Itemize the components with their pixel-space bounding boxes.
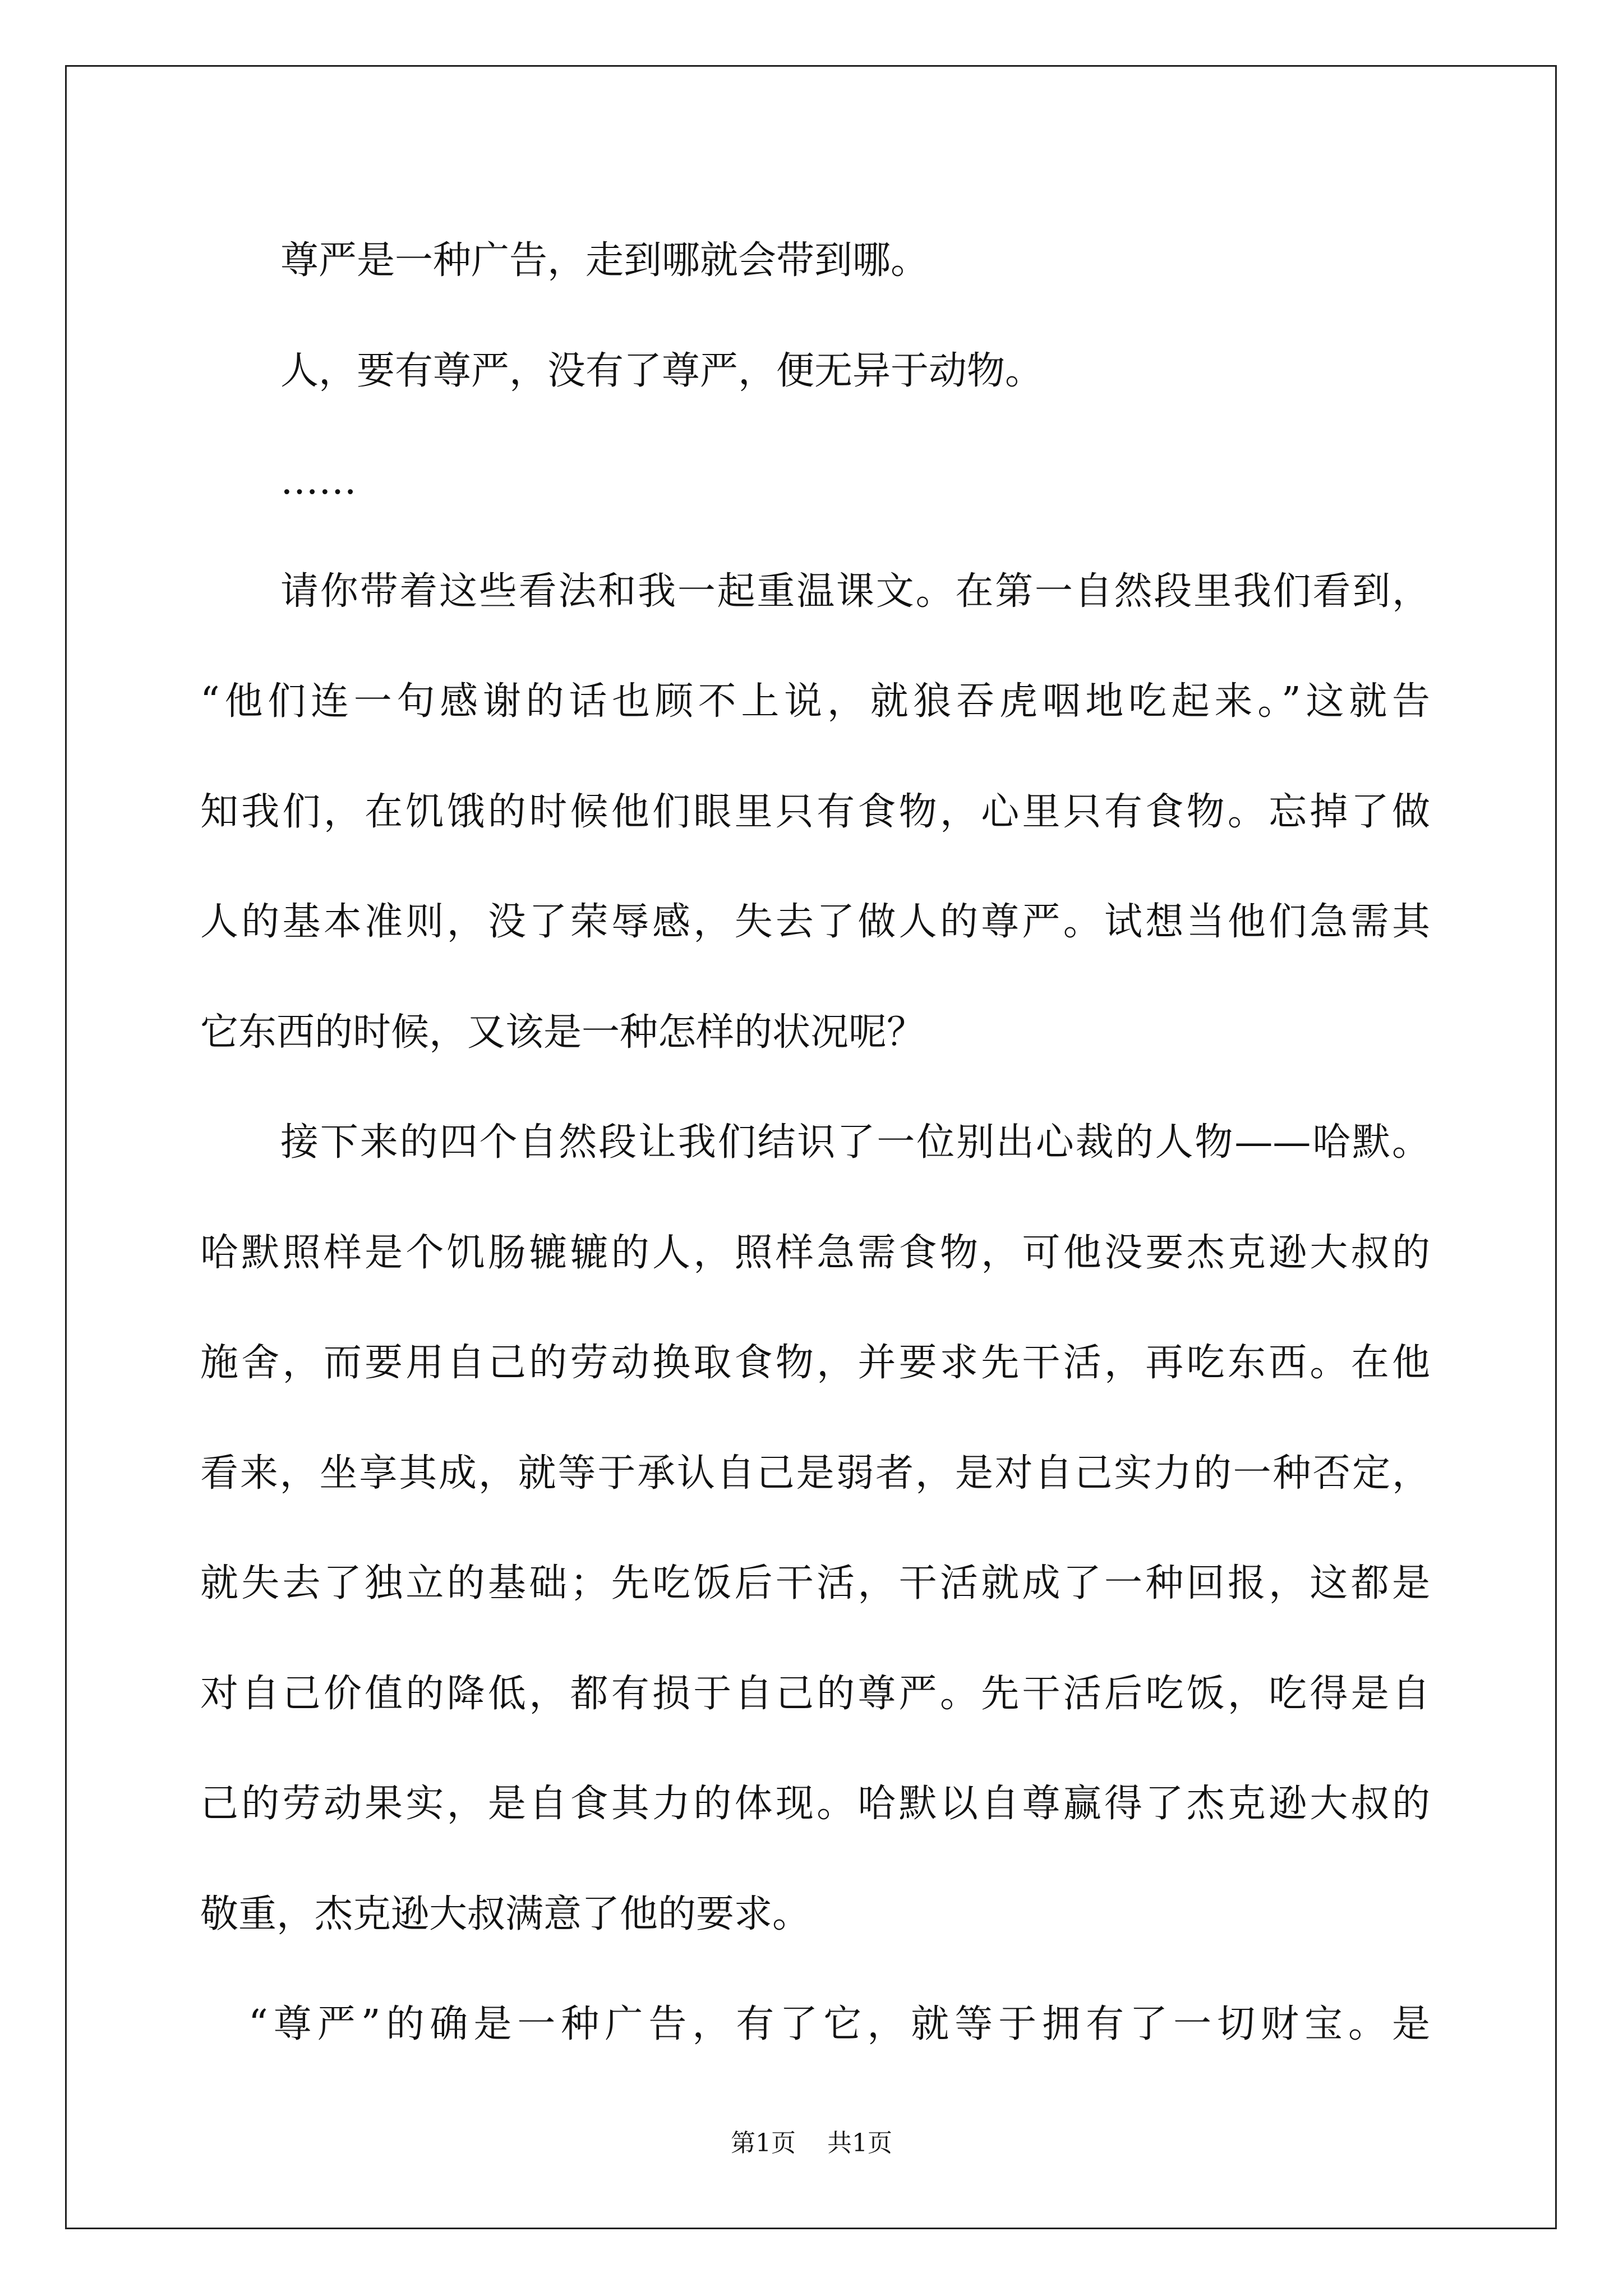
paragraph-line: 哈默照样是个饥肠辘辘的人，照样急需食物，可他没要杰克逊大叔的 [200, 1230, 1430, 1275]
paragraph-line: 请你带着这些看法和我一起重温课文。在第一自然段里我们看到， [280, 569, 1430, 614]
paragraph-line: 敬重，杰克逊大叔满意了他的要求。 [200, 1892, 811, 1936]
paragraph-line: 施舍，而要用自己的劳动换取食物，并要求先干活，再吃东西。在他 [200, 1341, 1430, 1385]
page-number: 第1页 [731, 2129, 796, 2157]
paragraph-line: 知我们，在饥饿的时候他们眼里只有食物，心里只有食物。忘掉了做 [200, 789, 1430, 834]
paragraph-line: 人，要有尊严，没有了尊严，便无异于动物。 [280, 348, 1044, 393]
paragraph-line: 看来，坐享其成，就等于承认自己是弱者，是对自己实力的一种否定， [200, 1451, 1430, 1496]
paragraph-line: 尊严是一种广告，走到哪就会带到哪。 [280, 238, 929, 283]
paragraph-line: “尊严”的确是一种广告，有了它，就等于拥有了一切财宝。是 [248, 2002, 1430, 2046]
document-body [200, 206, 1430, 2080]
paragraph-line: …… [280, 459, 357, 503]
paragraph-line: 对自己价值的降低，都有损于自己的尊严。先干活后吃饭，吃得是自 [200, 1671, 1430, 1716]
paragraph-line: 人的基本准则，没了荣辱感，失去了做人的尊严。试想当他们急需其 [200, 900, 1430, 944]
page-footer [0, 2127, 1623, 2160]
page-total: 共1页 [827, 2129, 892, 2157]
paragraph-line: “他们连一句感谢的话也顾不上说，就狼吞虎咽地吃起来。”这就告 [200, 679, 1430, 724]
paragraph-line: 接下来的四个自然段让我们结识了一位别出心裁的人物——哈默。 [280, 1120, 1430, 1165]
paragraph-line: 它东西的时候，又该是一种怎样的状况呢？ [200, 1010, 925, 1055]
paragraph-line: 就失去了独立的基础；先吃饭后干活，干活就成了一种回报，这都是 [200, 1561, 1430, 1605]
paragraph-line: 己的劳动果实，是自食其力的体现。哈默以自尊赢得了杰克逊大叔的 [200, 1782, 1430, 1826]
